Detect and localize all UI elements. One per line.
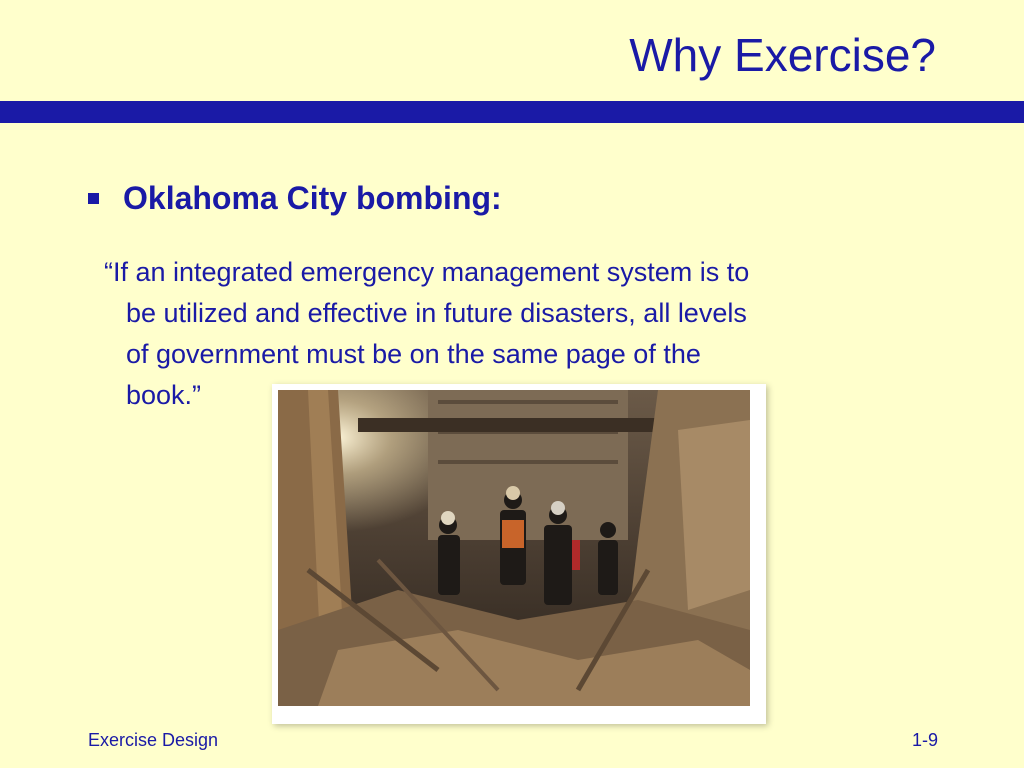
square-bullet-icon [88, 193, 99, 204]
photo-frame [272, 384, 766, 724]
footer-page-number: 1-9 [911, 730, 938, 750]
quote-line: “If an integrated emergency management system is to [104, 257, 750, 287]
bullet-heading: Oklahoma City bombing: [123, 180, 502, 216]
title-underline-bar [0, 101, 1024, 123]
slide-title: Why Exercise? [629, 29, 936, 81]
quote-line: book.” [126, 380, 202, 410]
rescue-workers-in-rubble-photo [278, 390, 750, 706]
footer-course-name: Exercise Design [88, 730, 219, 750]
quote-line: be utilized and effective in future disasters, all levels [126, 298, 747, 328]
bullet-item [88, 180, 502, 217]
quote-line: of government must be on the same page of the [126, 339, 701, 369]
photo-illustration [278, 390, 750, 706]
